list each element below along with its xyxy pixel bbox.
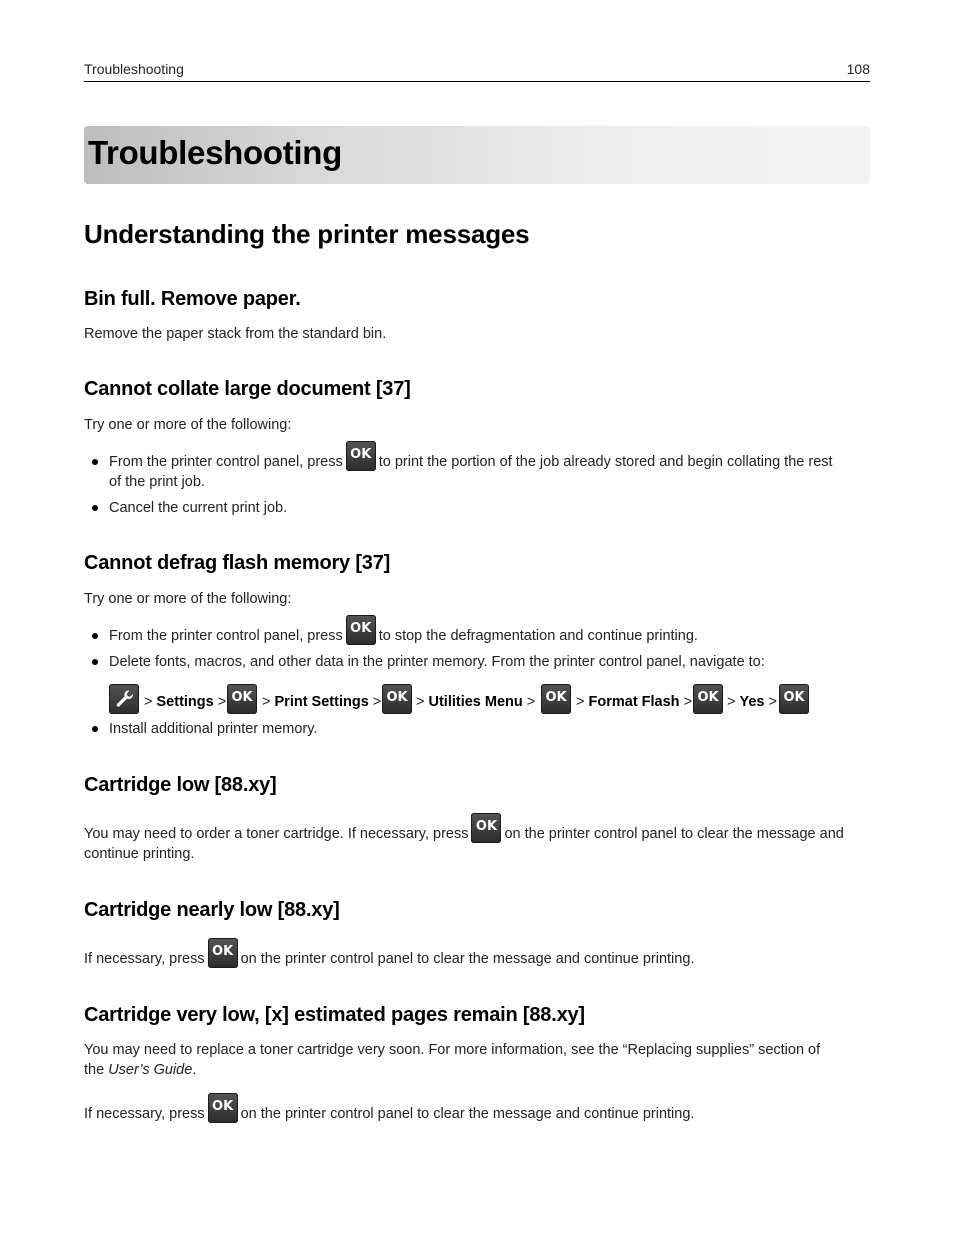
topic-title-cartridge-low: Cartridge low [88.xy] xyxy=(84,774,277,796)
nav-step-print-settings: > Print Settings > xyxy=(262,694,382,710)
bullet-icon xyxy=(92,659,98,665)
running-header xyxy=(84,60,870,82)
ok-button-icon: OK xyxy=(208,938,238,968)
ok-button-icon: OK xyxy=(471,813,501,843)
topic-title-cartridge-nearly-low: Cartridge nearly low [88.xy] xyxy=(84,899,340,921)
ok-button-icon: OK xyxy=(346,441,376,471)
topic-title-cartridge-very-low: Cartridge very low, [x] estimated pages remain [88.xy] xyxy=(84,1004,585,1026)
list-item xyxy=(84,652,870,672)
topic-title-defrag: Cannot defrag flash memory [37] xyxy=(84,552,391,574)
bullet-text: Delete fonts, macros, and other data in the printer memory. From the printer control panel, navigate to: xyxy=(109,654,765,670)
bullet-text-pre: From the printer control panel, press xyxy=(109,454,343,470)
bullet-icon xyxy=(92,459,98,465)
list-item xyxy=(84,498,870,518)
bullet-icon xyxy=(92,633,98,639)
ok-button-icon: OK xyxy=(227,684,257,714)
bullet-text-post: to print the portion of the job already stored and begin collating the rest xyxy=(378,454,833,470)
list-item xyxy=(84,621,870,646)
ok-button-icon: OK xyxy=(346,615,376,645)
list-item xyxy=(84,447,870,492)
bullet-text-pre: From the printer control panel, press xyxy=(109,628,343,644)
topic-body-bin-full: Remove the paper stack from the standard bin. xyxy=(84,326,387,342)
ok-button-icon: OK xyxy=(693,684,723,714)
header-section: Troubleshooting xyxy=(84,61,184,77)
topic-body-cartridge-nearly-low: If necessary, press OK on the printer control panel to clear the message and continue printing. xyxy=(84,949,870,969)
ok-button-icon: OK xyxy=(382,684,412,714)
bullet-icon xyxy=(92,505,98,511)
guide-title: User’s Guide xyxy=(108,1062,193,1078)
list-item xyxy=(84,719,870,739)
bullet-text-post: to stop the defragmentation and continue printing. xyxy=(378,628,698,644)
section-title: Understanding the printer messages xyxy=(84,219,530,249)
page-number: 108 xyxy=(846,61,870,77)
bullet-text: Install additional printer memory. xyxy=(109,721,318,737)
topic-body-cartridge-very-low-2: If necessary, press OK on the printer control panel to clear the message and continue printing. xyxy=(84,1104,870,1124)
nav-step-settings: > Settings > xyxy=(144,694,227,710)
wrench-icon xyxy=(109,684,139,714)
nav-step-yes: > Yes > xyxy=(727,694,777,710)
bullet-text: Cancel the current print job. xyxy=(109,500,288,516)
chapter-band xyxy=(84,126,870,184)
chapter-title: Troubleshooting xyxy=(88,134,342,171)
topic-body-cartridge-low: You may need to order a toner cartridge. If necessary, press OK on the printer control panel to clear the message and continue printing. xyxy=(84,824,870,864)
topic-title-collate: Cannot collate large document [37] xyxy=(84,378,411,400)
bullet-icon xyxy=(92,726,98,732)
ok-button-icon: OK xyxy=(208,1093,238,1123)
topic-intro-collate: Try one or more of the following: xyxy=(84,417,292,433)
topic-intro-defrag: Try one or more of the following: xyxy=(84,591,292,607)
nav-step-format-flash: > Format Flash > xyxy=(576,694,693,710)
bullet-text-cont: of the print job. xyxy=(109,474,205,490)
ok-button-icon: OK xyxy=(541,684,571,714)
topic-body-cartridge-very-low: You may need to replace a toner cartridge very soon. For more information, see the “Replacing supplies” section of the User’s Guide. xyxy=(84,1042,821,1078)
topic-title-bin-full: Bin full. Remove paper. xyxy=(84,288,301,310)
ok-button-icon: OK xyxy=(779,684,809,714)
nav-step-utilities-menu: > Utilities Menu > xyxy=(416,694,536,710)
